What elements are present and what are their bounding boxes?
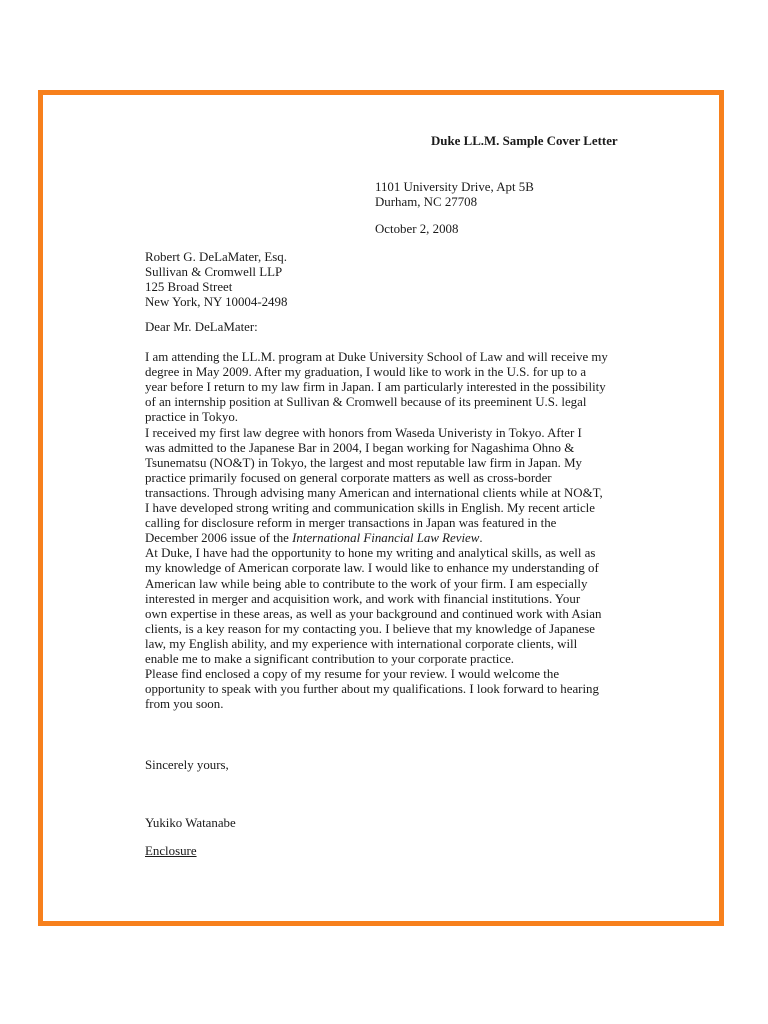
paragraph-line: was admitted to the Japanese Bar in 2004, I began working for Nagashima Ohno & — [145, 440, 575, 455]
paragraph-line: Please find enclosed a copy of my resume for your review. I would welcome the — [145, 667, 560, 682]
paragraph-line: opportunity to speak with you further about my qualifications. I look forward to hearing — [145, 682, 599, 697]
sender-address-line2: Durham, NC 27708 — [375, 195, 478, 210]
paragraph-line: degree in May 2009. After my graduation, I would like to work in the U.S. for up to a — [145, 365, 587, 380]
paragraph-2 — [145, 426, 635, 547]
salutation: Dear Mr. DeLaMater: — [145, 320, 258, 334]
paragraph-line: of an internship position at Sullivan & Cromwell because of its preeminent U.S. legal — [145, 395, 587, 410]
paragraph-line: I have developed strong writing and communication skills in English. My recent article — [145, 501, 595, 516]
paragraph-line: I am attending the LL.M. program at Duke University School of Law and will receive my — [145, 350, 608, 365]
paragraph-1 — [145, 350, 635, 425]
letter-date: October 2, 2008 — [375, 222, 459, 236]
paragraph-line: interested in merger and acquisition work, and work with financial institutions. Your — [145, 591, 581, 606]
paragraph-line: own expertise in these areas, as well as your background and continued work with Asian — [145, 606, 602, 621]
paragraph-line: law, my English ability, and my experience with international corporate clients, will — [145, 636, 578, 651]
paragraph-4 — [145, 667, 635, 712]
recipient-city: New York, NY 10004-2498 — [145, 295, 288, 310]
paragraph-line: At Duke, I have had the opportunity to hone my writing and analytical skills, as well as — [145, 546, 596, 561]
paragraph-line: American law while being able to contribute to the work of your firm. I am especially — [145, 576, 588, 591]
closing: Sincerely yours, — [145, 758, 229, 772]
paragraph-line: clients, is a key reason for my contacting you. I believe that my knowledge of Japanese — [145, 621, 595, 636]
letter-body — [145, 320, 635, 712]
paragraph-line: calling for disclosure reform in merger transactions in Japan was featured in the — [145, 516, 557, 531]
paragraph-line: practice in Tokyo. — [145, 410, 239, 425]
paragraph-line: year before I return to my law firm in Japan. I am particularly interested in the possibility — [145, 380, 606, 395]
paragraph-line: transactions. Through advising many American and international clients while at NO&T, — [145, 485, 603, 500]
paragraph-line: Tsunematsu (NO&T) in Tokyo, the largest and most reputable law firm in Japan. My — [145, 455, 582, 470]
paragraph-line: practice primarily focused on general corporate matters as well as cross-border — [145, 470, 552, 485]
paragraph-line: my knowledge of American corporate law. I would like to enhance my understanding of — [145, 561, 599, 576]
paragraph-line — [145, 531, 635, 546]
paragraph-line: enable me to make a significant contribution to your corporate practice. — [145, 651, 515, 666]
paragraph-line: I received my first law degree with honors from Waseda Univeristy in Tokyo. After I — [145, 425, 582, 440]
sender-address — [375, 180, 534, 210]
recipient-address — [145, 250, 287, 310]
paragraph-text: December 2006 issue of the — [145, 531, 293, 546]
paragraph-line: from you soon. — [145, 697, 224, 712]
signature-name: Yukiko Watanabe — [145, 816, 236, 830]
paragraph-3 — [145, 546, 635, 667]
enclosure-note: Enclosure — [145, 844, 197, 858]
publication-title: International Financial Law Review — [292, 531, 480, 546]
recipient-firm: Sullivan & Cromwell LLP — [145, 265, 283, 280]
recipient-name: Robert G. DeLaMater, Esq. — [145, 250, 287, 264]
recipient-street: 125 Broad Street — [145, 280, 233, 295]
letter-title: Duke LL.M. Sample Cover Letter — [431, 134, 618, 148]
paragraph-text: . — [479, 531, 483, 546]
sender-address-line1: 1101 University Drive, Apt 5B — [375, 180, 534, 194]
